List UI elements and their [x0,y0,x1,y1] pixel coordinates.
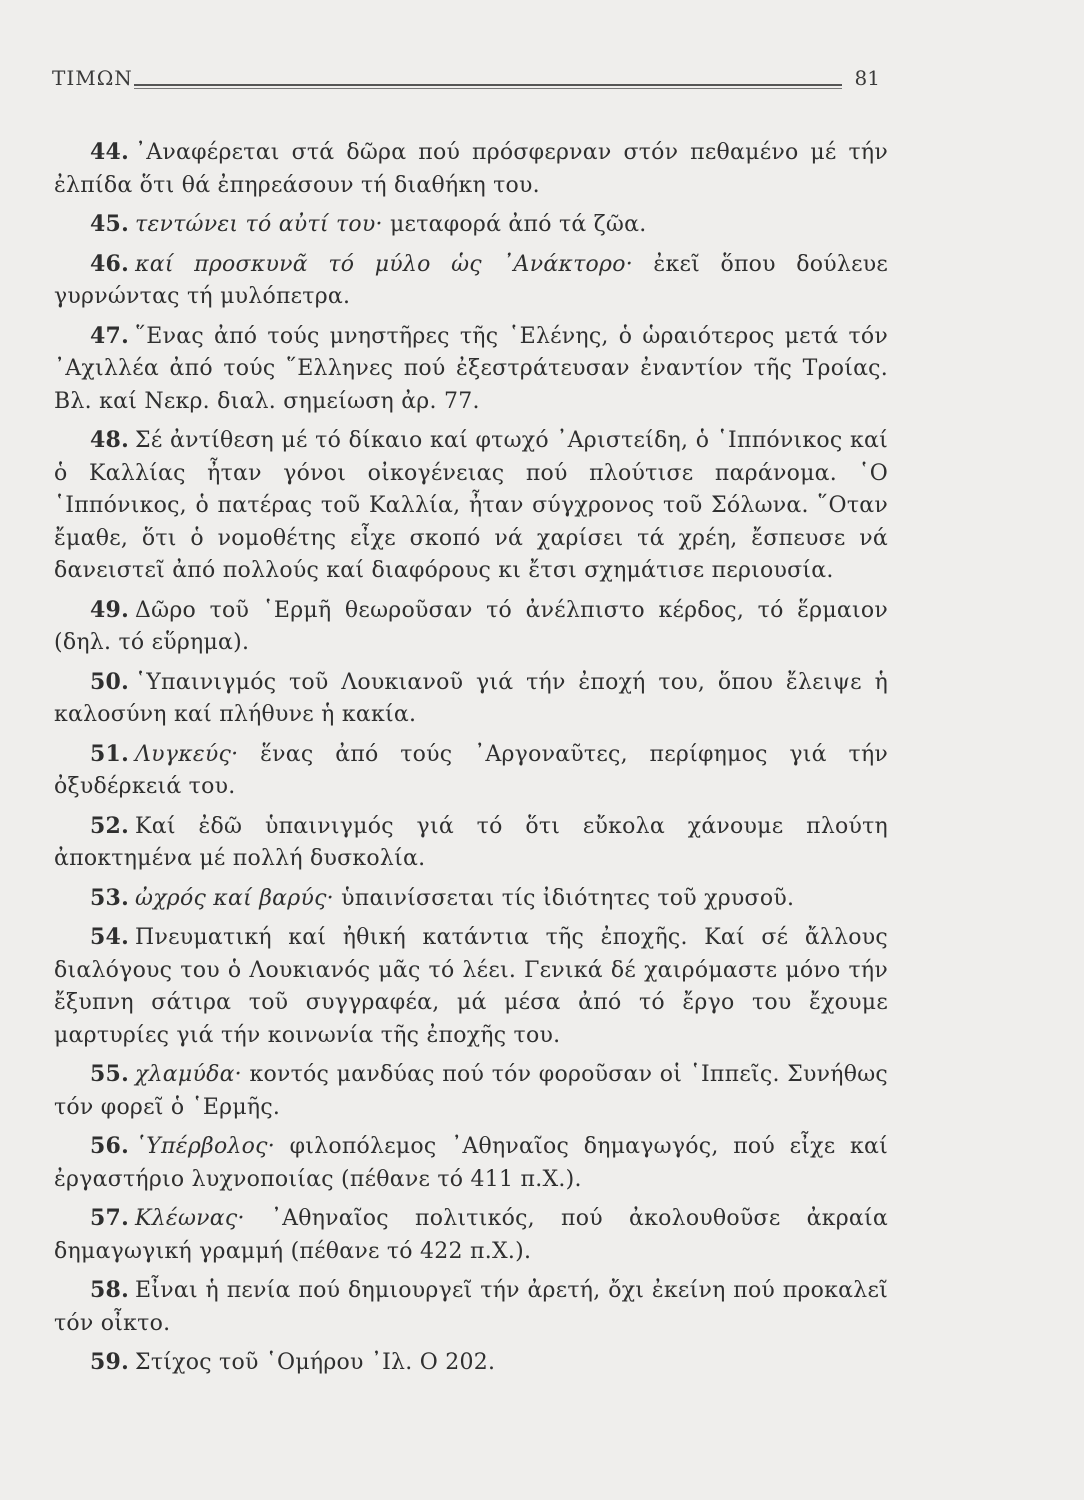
footnote-term: χλαμύδα· [135,1062,242,1087]
footnote [54,738,888,804]
footnote-number: 49. [90,596,130,623]
footnote-text: Εἶναι ἡ πενία πού δημιουργεῖ τήν ἀρετή, ὄχι ἐκείνη πού προκαλεῖ τόν οἶκτο. [54,1278,888,1336]
footnote-term: καί προσκυνᾶ τό μύλο ὡς ᾿Ανάκτορο· [135,251,633,277]
footnote-text: ῞Ενας ἀπό τούς μνηστῆρες τῆς ῾Ελένης, ὁ ὡραιότερος μετά τόν ᾿Αχιλλέα ἀπό τούς ῞Ελληνες πού ἐξεστράτευσαν ἐναντίον τῆς Τροίας. Βλ. καί Νεκρ. διαλ. σημείωση ἀρ. 77. [54,323,888,414]
footnote-number: 52. [90,812,130,839]
footnote [54,666,888,732]
footnote-number: 55. [90,1061,130,1087]
footnote-number: 51. [90,740,130,767]
footnote [54,594,888,660]
footnote-number: 47. [90,322,130,349]
footnote-text: μεταφορά ἀπό τά ζῶα. [382,212,647,237]
footnote-text: Πνευματική καί ἠθική κατάντια τῆς ἐποχῆς. Καί σέ ἄλλους διαλόγους του ὁ Λουκιανός μᾶς τό λέει. Γενικά δέ χαιρόμαστε μόνο τήν ἔξυπνη σάτιρα τοῦ συγγραφέα, μά μέσα ἀπό τό ἔργο του ἔχουμε μαρτυρίες γιά τήν κοινωνία τῆς ἐποχῆς του. [54,925,888,1048]
footnote [54,1202,888,1268]
footnote-term: τεντώνει τό αὐτί του· [135,212,383,237]
footnote-text: κοντός μανδύας πού τόν φοροῦσαν οἱ ῾Ιππεῖς. Συνήθως τόν φορεῖ ὁ ῾Ερμῆς. [54,1062,888,1120]
footnote-text: Σέ ἀντίθεση μέ τό δίκαιο καί φτωχό ᾿Αριστείδη, ὁ ῾Ιππόνικος καί ὁ Καλλίας ἦταν γόνοι οἰκογένειας πού πλούτισε παράνομα. ῾Ο ῾Ιππόνικος, ὁ πατέρας τοῦ Καλλία, ἦταν σύγχρονος τοῦ Σόλωνα. ῞Οταν ἔμαθε, ὅτι ὁ νομοθέτης εἶχε σκοπό νά χαρίσει τά χρέη, ἔσπευσε νά δανειστεῖ ἀπό πολλούς καί διαφόρους κι ἔτσι σχημάτισε περιουσία. [54,428,888,583]
footnote-number: 57. [90,1205,130,1231]
footnote-number: 46. [90,250,130,277]
footnote [54,1274,888,1340]
footnote-number: 48. [90,427,130,453]
footnote-number: 58. [90,1277,130,1303]
header-rule [134,84,842,89]
footnote-term: ὠχρός καί βαρύς· [135,885,334,911]
footnote-number: 53. [90,884,130,911]
footnote-text: ἐκεῖ ὅπου δούλευε γυρνώντας τή μυλόπετρα. [54,251,888,309]
footnote-number: 54. [90,924,130,950]
footnote-text: Στίχος τοῦ ῾Ομήρου ᾿Ιλ. Ο 202. [135,1350,496,1375]
footnote-text: ὑπαινίσσεται τίς ἰδιότητες τοῦ χρυσοῦ. [333,885,795,911]
footnote [54,1346,888,1380]
footnote-text: Δῶρο τοῦ ῾Ερμῆ θεωροῦσαν τό ἀνέλπιστο κέρδος, τό ἕρμαιον (δηλ. τό εὕρημα). [54,597,888,655]
footnote-text: Καί ἐδῶ ὑπαινιγμός γιά τό ὅτι εὔκολα χάνουμε πλούτη ἀποκτημένα μέ πολλή δυσκολία. [54,813,888,871]
running-header [52,66,882,100]
footnote-term: ῾Υπέρβολος· [135,1134,275,1159]
footnote [54,1058,888,1124]
footnote [54,882,888,916]
footnote-text: ἕνας ἀπό τούς ᾿Αργοναῦτες, περίφημος γιά τήν ὀξυδέρκειά του. [54,741,888,799]
footnote [54,1130,888,1196]
footnote [54,810,888,876]
footnote [54,424,888,588]
footnote-number: 59. [90,1349,130,1375]
footnote-text: ῾Υπαινιγμός τοῦ Λουκιανοῦ γιά τήν ἐποχή του, ὅπου ἔλειψε ἡ καλοσύνη καί πλήθυνε ἡ κακία. [54,669,888,727]
footnote-term: Λυγκεύς· [135,741,239,767]
footnote-number: 50. [90,668,130,695]
footnote [54,136,888,202]
header-title: ΤΙΜΩΝ [52,66,133,90]
footnote [54,208,888,242]
footnote [54,921,888,1052]
footnote-number: 44. [90,139,130,165]
footnote-number: 56. [90,1133,130,1159]
page-number: 81 [854,66,880,90]
notes-list [54,136,888,1386]
footnote-text: φιλοπόλεμος ᾿Αθηναῖος δημαγωγός, πού εἶχε καί ἐργαστήριο λυχνοποιίας (πέθανε τό 411 π.Χ.). [54,1134,888,1192]
footnote-text: ᾿Αθηναῖος πολιτικός, πού ἀκολουθοῦσε ἀκραία δημαγωγική γραμμή (πέθανε τό 422 π.Χ.). [54,1206,888,1264]
footnote-number: 45. [90,211,130,237]
footnote [54,248,888,314]
footnote-text: ᾿Αναφέρεται στά δῶρα πού πρόσφερναν στόν πεθαμένο μέ τήν ἐλπίδα ὅτι θά ἐπηρεάσουν τή διαθήκη του. [54,140,888,198]
footnote [54,320,888,419]
footnote-term: Κλέωνας· [135,1206,245,1231]
